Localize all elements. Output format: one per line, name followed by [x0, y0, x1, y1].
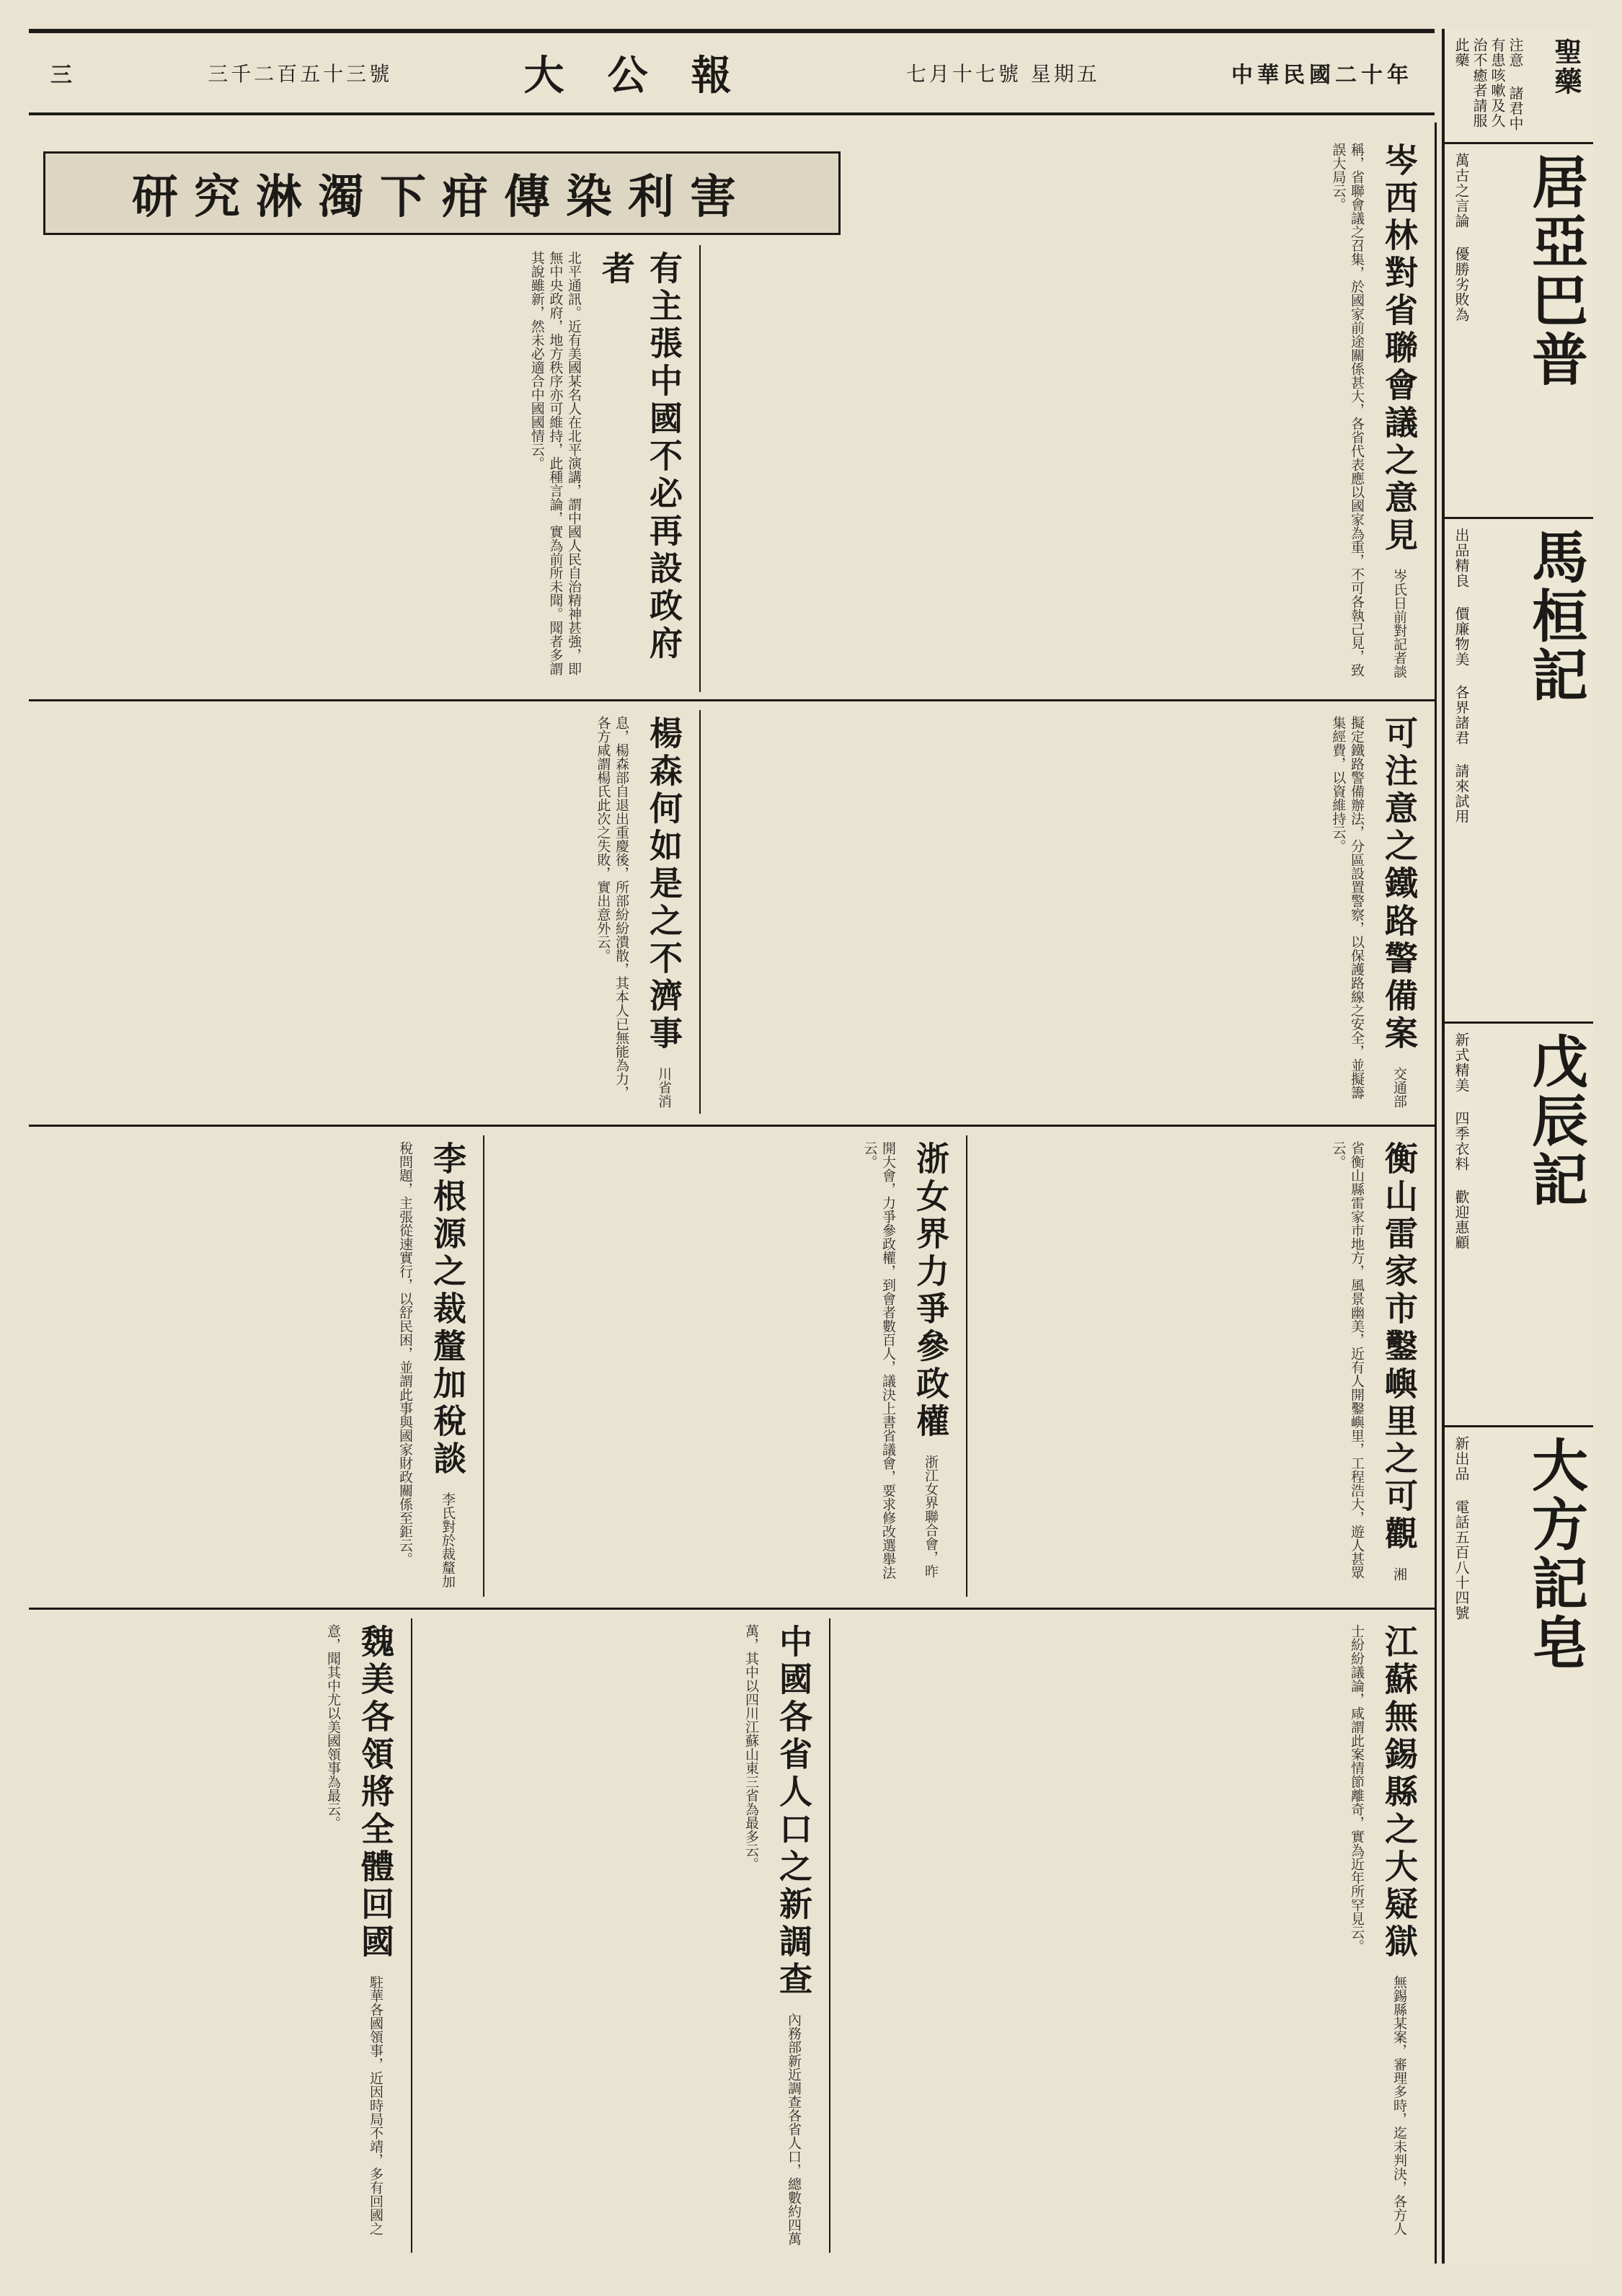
band-rule-3 — [29, 1608, 1435, 1610]
article-government-body: 北平通訊。近有美國某名人在北平演講，謂中國人民自治精神甚強，即無中央政府，地方秩序亦可維持，此種言論，實為前所未聞。聞者多謂其說雖新，然未必適合中國國情云。 — [528, 251, 582, 675]
advert-two-title: 居亞巴普 — [1523, 153, 1588, 389]
advert-four-title: 戊辰記 — [1523, 1032, 1588, 1210]
article-hengshan-headline: 衡山雷家市鑿嶼里之可觀 — [1380, 1141, 1419, 1553]
article-hengshan — [973, 1135, 1427, 1597]
band-rule-2 — [29, 1125, 1435, 1127]
column-rule — [411, 1618, 412, 2253]
advert-two — [1445, 144, 1593, 519]
advert-three-text: 出品精良 價廉物美 各界諸君 請來試用 — [1453, 528, 1470, 824]
article-railway-headline: 可注意之鐵路警備案 — [1380, 716, 1419, 1053]
advert-medicine-text: 注意 諸君中有患咳嗽及久治不癒者請服此藥 — [1453, 37, 1524, 131]
advert-five-title: 大方記皂 — [1523, 1436, 1588, 1672]
advert-five-text: 新出品 電話五百八十四號 — [1453, 1436, 1470, 1621]
page-number: 三 — [50, 63, 76, 88]
advert-two-sub: 萬古之言論 優勝劣敗為 — [1453, 153, 1470, 322]
advert-four-text: 新式精美 四季衣料 歡迎惠顧 — [1453, 1032, 1470, 1250]
article-yangsen — [43, 710, 692, 1114]
article-li-genyuan-headline: 李根源之裁釐加稅談 — [428, 1141, 467, 1479]
article-railway — [706, 710, 1427, 1114]
article-railway-body: 交通部擬定鐵路警備辦法，分區設置警察，以保護路線之安全，並擬籌集經費，以資維持云。 — [1330, 716, 1407, 1108]
article-cen-xilin-headline: 岑西林對省聯會議之意見 — [1380, 143, 1419, 555]
column-rule — [699, 245, 701, 692]
medical-banner: 研究淋濁下疳傳染利害 — [43, 151, 841, 235]
article-wuxi-case-headline: 江蘇無錫縣之大疑獄 — [1380, 1624, 1419, 1962]
article-zhejiang-women — [490, 1135, 959, 1597]
newspaper-page — [29, 29, 1593, 2264]
article-cen-xilin-body: 岑氏日前對記者談稱，省聯會議之召集，於國家前途關係甚大，各省代表應以國家為重，不可各執己見，致誤大局云。 — [1330, 143, 1407, 678]
article-population-body: 內務部新近調查各省人口，總數約四萬萬，其中以四川江蘇山東三省為最多云。 — [743, 1624, 802, 2246]
article-population — [418, 1618, 822, 2253]
article-hengshan-body: 湘省衡山縣雷家市地方，風景幽美，近有人開鑿嶼里，工程浩大，遊人甚眾云。 — [1330, 1141, 1407, 1581]
advert-three-title: 馬桓記 — [1523, 528, 1588, 705]
news-body — [29, 123, 1437, 2264]
advert-medicine-title: 聖藥 — [1550, 37, 1582, 97]
column-rule — [699, 710, 701, 1114]
issue-date: 七月十七號 星期五 — [905, 62, 1100, 86]
article-government-headline: 有主張中國不必再設政府者 — [597, 251, 683, 663]
article-yangsen-body: 川省消息，楊森部自退出重慶後，所部紛紛潰散，其本人已無能為力，各方咸謂楊氏此次之失敗，實出意外云。 — [595, 716, 672, 1108]
advert-medicine — [1445, 29, 1593, 144]
column-rule — [966, 1135, 967, 1597]
article-consuls-headline: 魏美各領將全體回國 — [356, 1624, 395, 1962]
masthead — [29, 29, 1435, 115]
advert-four — [1445, 1024, 1593, 1427]
column-rule — [829, 1618, 830, 2253]
column-rule — [483, 1135, 484, 1597]
article-zhejiang-women-headline: 浙女界力爭參政權 — [911, 1141, 950, 1441]
band-rule-1 — [29, 699, 1435, 701]
article-population-headline: 中國各省人口之新調查 — [774, 1624, 813, 1999]
advert-three — [1445, 519, 1593, 1024]
edition-year: 中華民國二十年 — [1231, 63, 1413, 88]
advert-column — [1442, 29, 1593, 2264]
article-consuls — [43, 1618, 404, 2253]
article-government — [43, 245, 692, 692]
article-zhejiang-women-body: 浙江女界聯合會，昨開大會，力爭參政權，到會者數百人，議決上書省議會，要求修改選舉法云。 — [861, 1141, 939, 1579]
advert-five — [1445, 1427, 1593, 2264]
article-li-genyuan — [43, 1135, 476, 1597]
article-wuxi-case-body: 無錫縣某案，審理多時，迄未判決，各方人士紛紛議論，咸謂此案情節離奇，實為近年所罕見云。 — [1349, 1624, 1407, 2235]
article-consuls-body: 駐華各國領事，近因時局不靖，多有回國之意，聞其中尤以美國領事為最云。 — [325, 1624, 384, 2235]
issue-number: 三千二百五十三號 — [208, 62, 393, 86]
article-cen-xilin — [706, 137, 1427, 692]
article-wuxi-case — [836, 1618, 1427, 2253]
article-li-genyuan-body: 李氏對於裁釐加稅問題，主張從速實行，以舒民困，並謂此事與國家財政關係至鉅云。 — [397, 1141, 456, 1588]
article-yangsen-headline: 楊森何如是之不濟事 — [644, 716, 683, 1053]
paper-title: 大公報 — [523, 52, 775, 99]
